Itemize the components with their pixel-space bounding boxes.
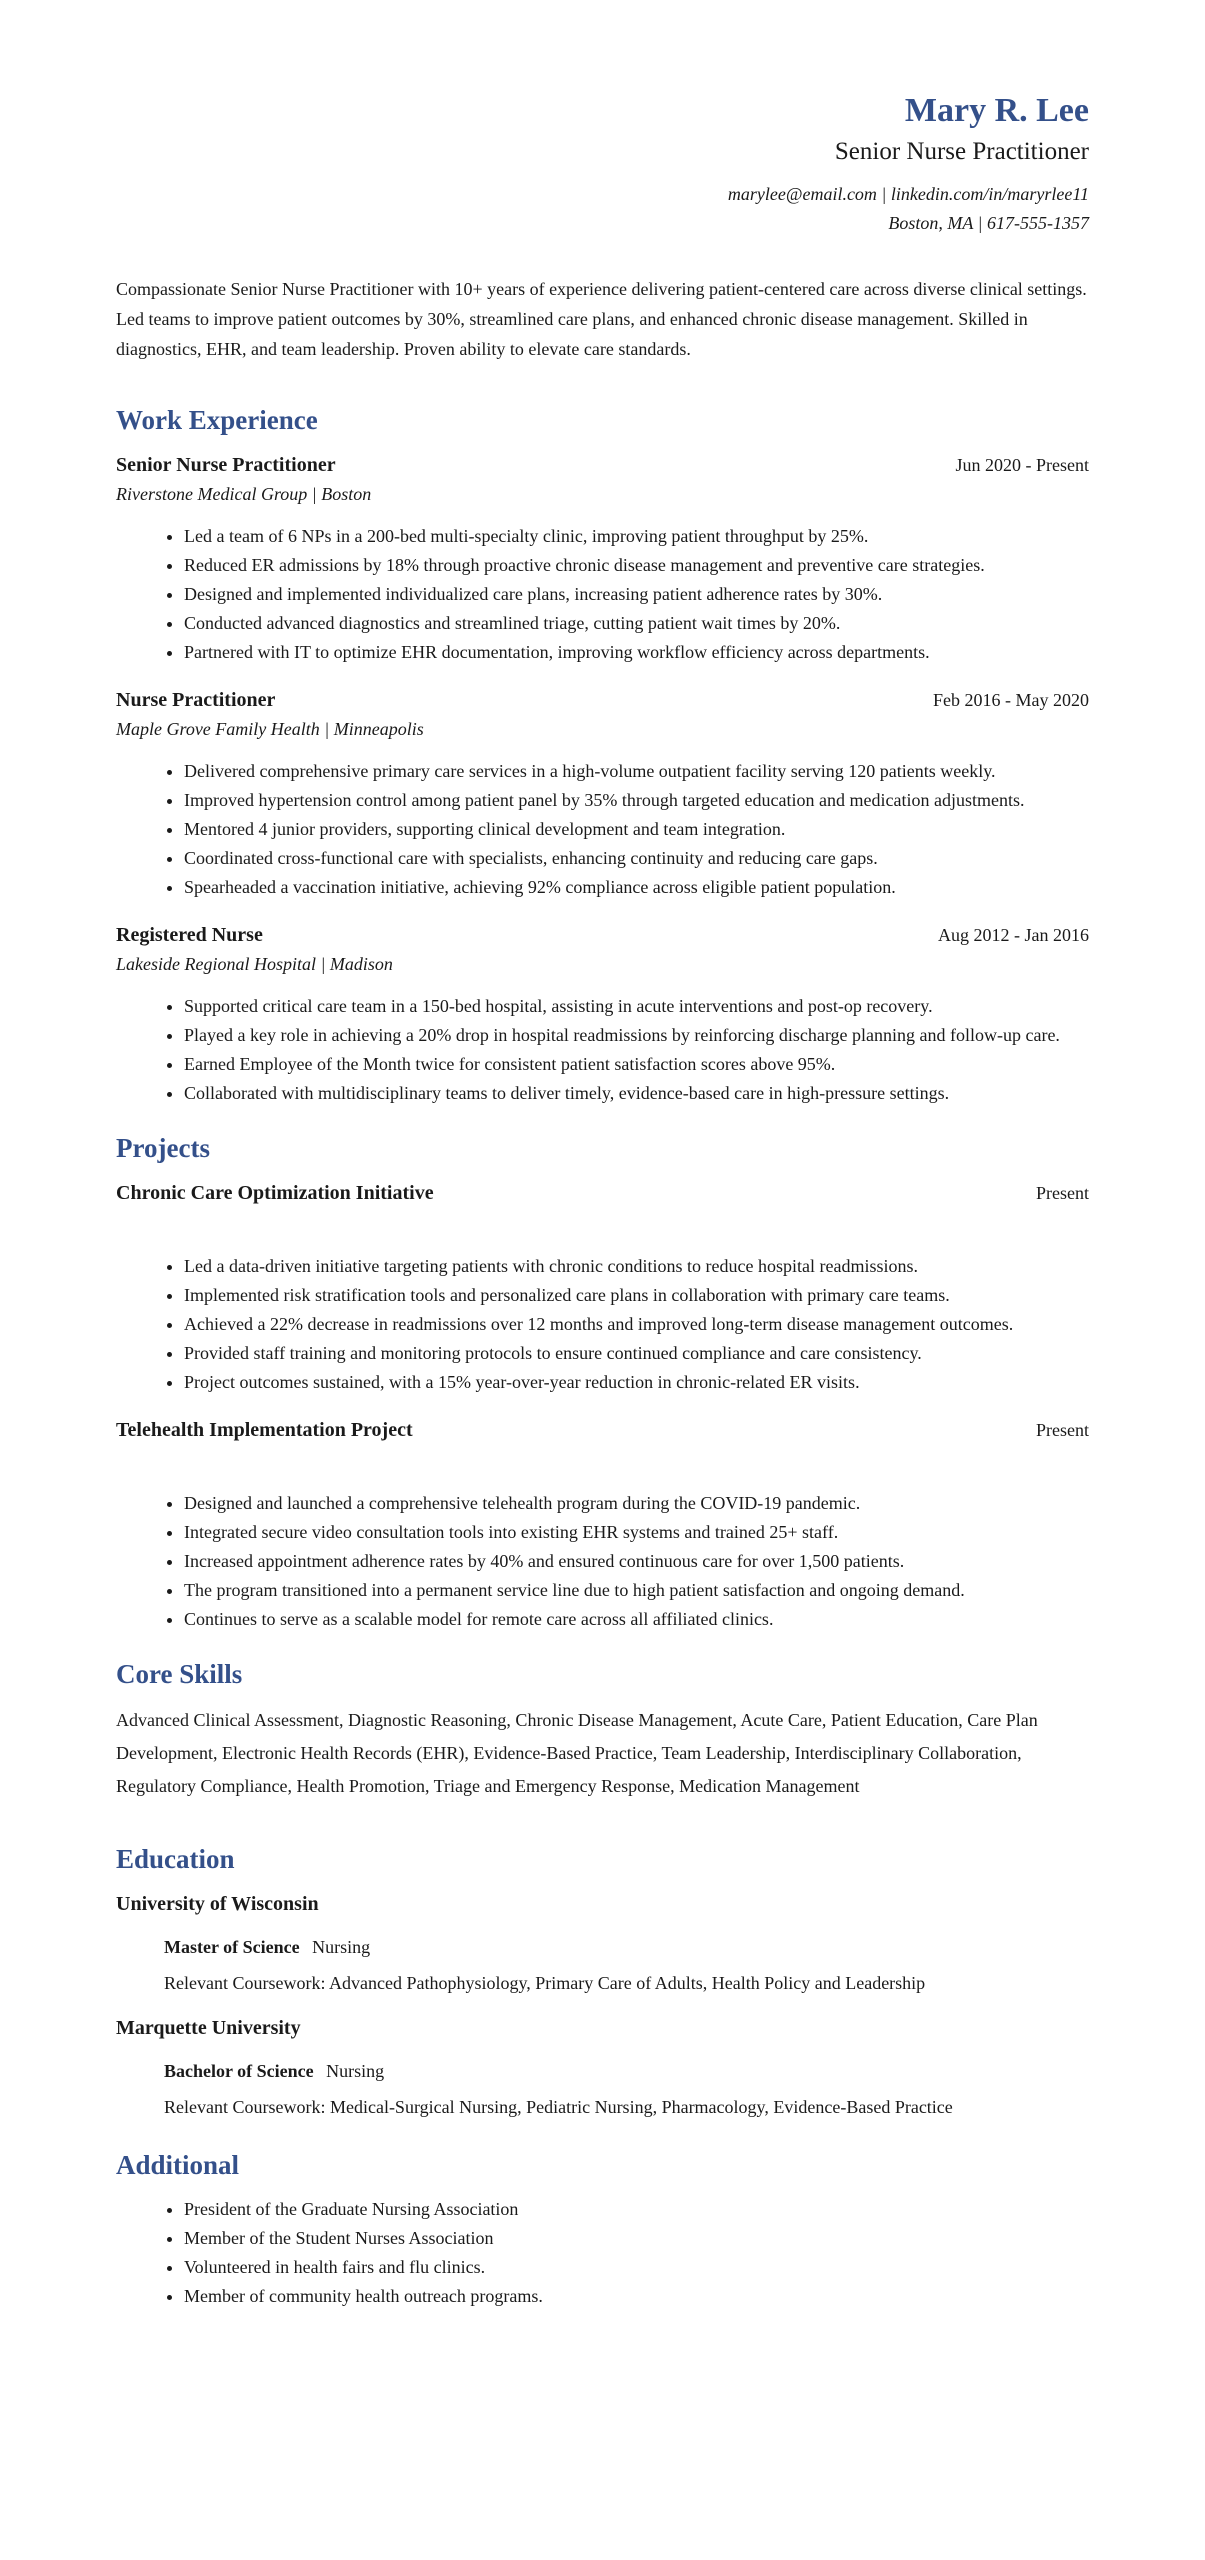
degree-name: Master of Science — [164, 1937, 300, 1957]
work-entry — [116, 685, 1089, 902]
degree-line — [116, 1929, 1089, 1965]
list-item: • President of the Graduate Nursing Association — [184, 2195, 1089, 2224]
candidate-role: Senior Nurse Practitioner — [834, 138, 1089, 165]
section-title-work: Work Experience — [116, 405, 318, 435]
job-title: Registered Nurse — [116, 924, 263, 946]
contact-line-email-linkedin: marylee@email.com | linkedin.com/in/maryrlee11 — [727, 184, 1089, 204]
list-item: • Volunteered in health fairs and flu clinics. — [184, 2253, 1089, 2282]
project-bullets — [116, 1252, 1089, 1397]
section-title-additional: Additional — [116, 2150, 240, 2180]
contact-line-location-phone: Boston, MA | 617-555-1357 — [888, 213, 1089, 233]
project-entry — [116, 1415, 1089, 1634]
list-item: • Coordinated cross-functional care with specialists, enhancing continuity and reducing care gaps. — [184, 844, 1089, 873]
candidate-name: Mary R. Lee — [904, 92, 1089, 129]
list-item: • Continues to serve as a scalable model for remote care across all affiliated clinics. — [184, 1605, 1089, 1634]
project-bullets — [116, 1489, 1089, 1634]
job-bullets — [116, 992, 1089, 1108]
list-item: • Achieved a 22% decrease in readmissions over 12 months and improved long-term disease management outcomes. — [184, 1310, 1089, 1339]
section-title-education: Education — [116, 1844, 235, 1874]
coursework: Relevant Coursework: Medical-Surgical Nursing, Pediatric Nursing, Pharmacology, Evidence-Based Practice — [164, 2097, 953, 2117]
job-organization: Lakeside Regional Hospital | Madison — [116, 954, 393, 974]
degree-field: Nursing — [326, 2061, 385, 2081]
list-item: • Spearheaded a vaccination initiative, achieving 92% compliance across eligible patient population. — [184, 873, 1089, 902]
education-entry — [116, 1889, 1089, 2001]
list-item: • Increased appointment adherence rates by 40% and ensured continuous care for over 1,500 patients. — [184, 1547, 1089, 1576]
job-date: Feb 2016 - May 2020 — [933, 690, 1089, 710]
work-entry — [116, 920, 1089, 1108]
school-name: Marquette University — [116, 2017, 301, 2039]
school-name: University of Wisconsin — [116, 1893, 319, 1915]
list-item: • Reduced ER admissions by 18% through proactive chronic disease management and preventive care strategies. — [184, 551, 1089, 580]
list-item: • Designed and implemented individualized care plans, increasing patient adherence rates by 30%. — [184, 580, 1089, 609]
additional-list — [116, 2195, 1089, 2311]
list-item: • Designed and launched a comprehensive telehealth program during the COVID-19 pandemic. — [184, 1489, 1089, 1518]
job-organization: Riverstone Medical Group | Boston — [116, 484, 372, 504]
list-item: • Led a data-driven initiative targeting patients with chronic conditions to reduce hospital readmissions. — [184, 1252, 1089, 1281]
project-title: Chronic Care Optimization Initiative — [116, 1182, 434, 1204]
degree-field: Nursing — [312, 1937, 371, 1957]
degree-line — [116, 2053, 1089, 2089]
list-item: • Played a key role in achieving a 20% drop in hospital readmissions by reinforcing discharge planning and follow-up care. — [184, 1021, 1089, 1050]
list-item: • Provided staff training and monitoring protocols to ensure continued compliance and care consistency. — [184, 1339, 1089, 1368]
list-item: • Earned Employee of the Month twice for consistent patient satisfaction scores above 95%. — [184, 1050, 1089, 1079]
list-item: • Partnered with IT to optimize EHR documentation, improving workflow efficiency across departments. — [184, 638, 1089, 667]
professional-summary: Compassionate Senior Nurse Practitioner with 10+ years of experience delivering patient-centered care across diverse clinical settings. Led teams to improve patient outcomes by 30%, streamlined care plans, and enhanced chronic disease management. Skilled in diagnostics, EHR, and team leadership. Proven ability to elevate care standards. — [116, 279, 1087, 359]
list-item: • Implemented risk stratification tools and personalized care plans in collaboration with primary care teams. — [184, 1281, 1089, 1310]
list-item: • Project outcomes sustained, with a 15% year-over-year reduction in chronic-related ER visits. — [184, 1368, 1089, 1397]
list-item: • Led a team of 6 NPs in a 200-bed multi-specialty clinic, improving patient throughput by 25%. — [184, 522, 1089, 551]
resume-header — [116, 88, 1089, 238]
job-date: Jun 2020 - Present — [955, 455, 1089, 475]
list-item: • Collaborated with multidisciplinary teams to deliver timely, evidence-based care in high-pressure settings. — [184, 1079, 1089, 1108]
education-entry — [116, 2013, 1089, 2125]
list-item: • Supported critical care team in a 150-bed hospital, assisting in acute interventions and post-op recovery. — [184, 992, 1089, 1021]
job-bullets — [116, 757, 1089, 902]
job-organization: Maple Grove Family Health | Minneapolis — [116, 719, 424, 739]
section-title-projects: Projects — [116, 1133, 210, 1163]
list-item: • Mentored 4 junior providers, supporting clinical development and team integration. — [184, 815, 1089, 844]
list-item: • Member of the Student Nurses Association — [184, 2224, 1089, 2253]
list-item: • Integrated secure video consultation tools into existing EHR systems and trained 25+ staff. — [184, 1518, 1089, 1547]
project-date: Present — [1036, 1183, 1089, 1203]
list-item: • Conducted advanced diagnostics and streamlined triage, cutting patient wait times by 20%. — [184, 609, 1089, 638]
project-title: Telehealth Implementation Project — [116, 1419, 413, 1441]
work-entry — [116, 450, 1089, 667]
job-bullets — [116, 522, 1089, 667]
project-date: Present — [1036, 1420, 1089, 1440]
list-item: • The program transitioned into a permanent service line due to high patient satisfaction and ongoing demand. — [184, 1576, 1089, 1605]
list-item: • Delivered comprehensive primary care services in a high-volume outpatient facility serving 120 patients weekly. — [184, 757, 1089, 786]
job-date: Aug 2012 - Jan 2016 — [938, 925, 1089, 945]
section-title-skills: Core Skills — [116, 1659, 243, 1689]
coursework: Relevant Coursework: Advanced Pathophysiology, Primary Care of Adults, Health Policy and Leadership — [164, 1973, 926, 1993]
degree-name: Bachelor of Science — [164, 2061, 314, 2081]
job-title: Nurse Practitioner — [116, 689, 276, 711]
list-item: • Improved hypertension control among patient panel by 35% through targeted education and medication adjustments. — [184, 786, 1089, 815]
list-item: • Member of community health outreach programs. — [184, 2282, 1089, 2311]
skills-list: Advanced Clinical Assessment, Diagnostic Reasoning, Chronic Disease Management, Acute Care, Patient Education, Care Plan Development, Electronic Health Records (EHR), Evidence-Based Practice, Team Leadership, Interdisciplinary Collaboration, Regulatory Compliance, Health Promotion, Triage and Emergency Response, Medication Management — [116, 1710, 1038, 1796]
project-entry — [116, 1178, 1089, 1397]
job-title: Senior Nurse Practitioner — [116, 454, 336, 476]
